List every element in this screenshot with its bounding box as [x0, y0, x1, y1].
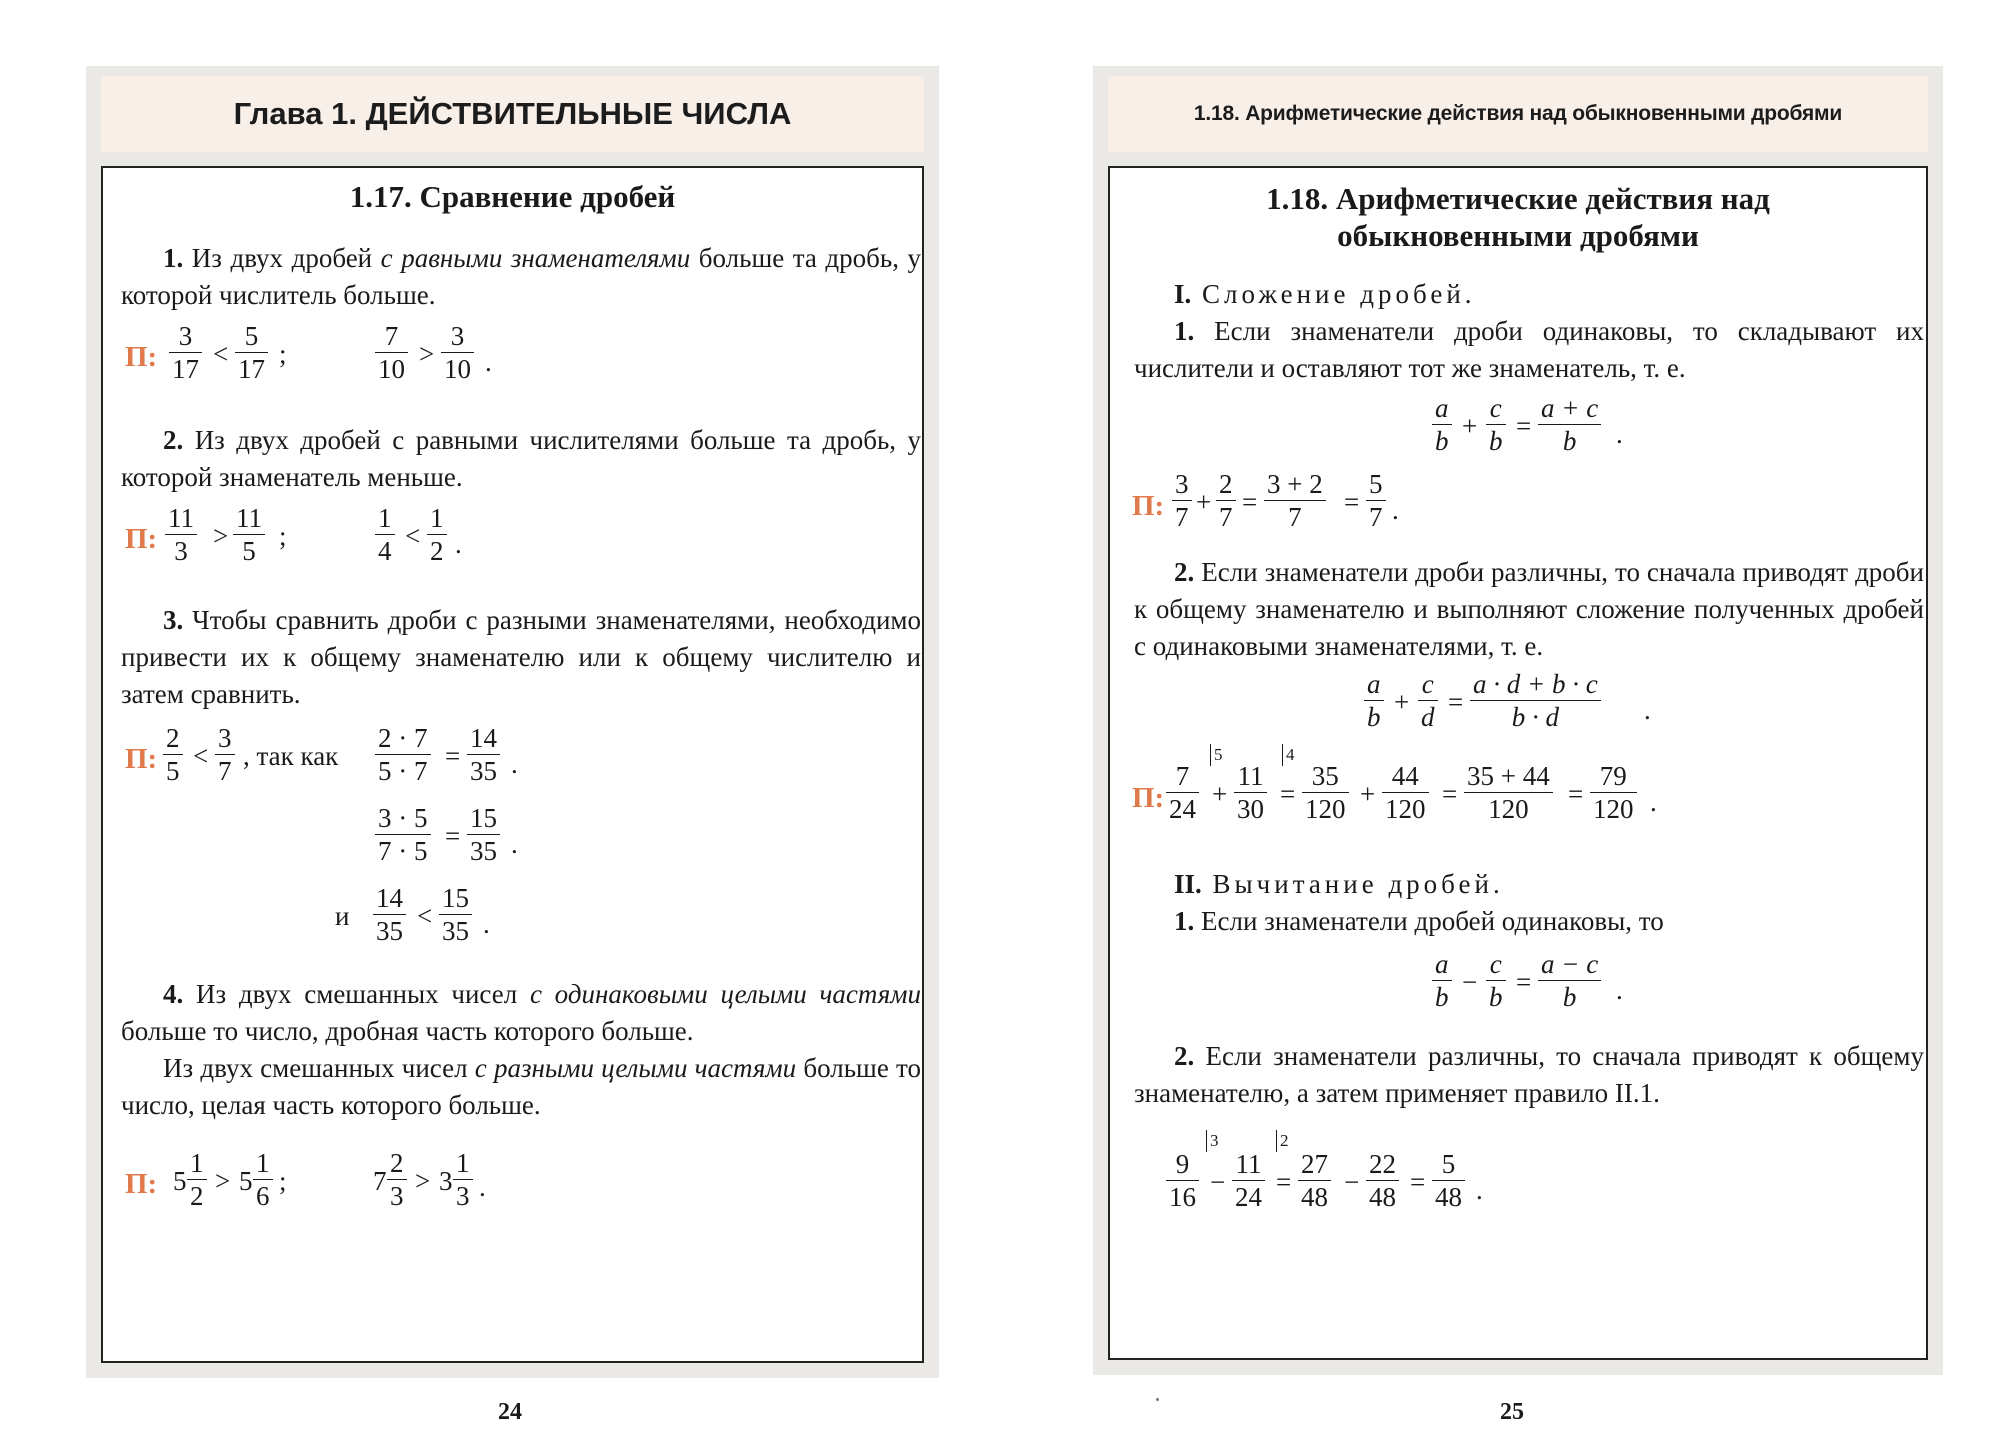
minus: −	[1344, 1167, 1360, 1197]
rule-number: 1.	[1174, 906, 1195, 936]
denominator: b	[1435, 426, 1449, 456]
plus: +	[1212, 779, 1228, 809]
denominator: b	[1489, 426, 1503, 456]
fraction	[169, 320, 202, 385]
fraction	[235, 320, 268, 385]
rule-text: Из двух дробей	[183, 243, 381, 273]
numerator: 44	[1391, 761, 1419, 791]
fraction	[215, 722, 235, 787]
denominator: 7	[218, 756, 232, 786]
formula-fraction	[1432, 948, 1452, 1013]
fraction	[1464, 760, 1553, 825]
denominator: 48	[1435, 1182, 1462, 1212]
numerator: c	[1489, 393, 1502, 423]
fraction	[375, 320, 408, 385]
fraction	[1234, 760, 1267, 825]
equals: =	[1442, 779, 1458, 809]
numerator: 2	[390, 1148, 404, 1178]
minus: −	[1462, 967, 1478, 997]
section-title-line: 1.18. Арифметические действия над	[1266, 181, 1770, 216]
running-head-text: 1.18. Арифметические действия над обыкновенными дробями	[1193, 102, 1843, 125]
numerator: 11	[168, 503, 194, 533]
numerator: 3 + 2	[1267, 469, 1323, 499]
numerator: 3	[1175, 469, 1189, 499]
numerator: 1	[430, 503, 444, 533]
numerator: 7	[1175, 761, 1190, 791]
example-label: П:	[125, 1168, 158, 1200]
numerator: 14	[376, 883, 403, 913]
fraction	[467, 722, 500, 787]
numerator: 3	[178, 321, 193, 351]
numerator: 1	[456, 1148, 470, 1178]
multiplier-mark: 4	[1282, 744, 1295, 766]
formula-fraction	[1486, 392, 1506, 457]
rule-text: Если знаменатели различны, то сначала приводят к общему знаменателю, а затем применяет правило II.1.	[1134, 1041, 1924, 1108]
operator: <	[405, 521, 421, 551]
running-head	[1108, 76, 1928, 152]
numerator: 5	[1369, 469, 1383, 499]
denominator: 48	[1301, 1182, 1328, 1212]
plus: +	[1462, 411, 1478, 441]
addition-rule-2	[1134, 554, 1924, 665]
equals: =	[1448, 687, 1464, 717]
numerator: 3	[218, 723, 232, 753]
denominator: 7	[1219, 502, 1233, 532]
section-heading-text: Вычитание дробей.	[1201, 869, 1504, 899]
fraction	[375, 502, 395, 567]
formula-fraction	[1486, 948, 1506, 1013]
rule-number: 4.	[163, 979, 184, 1009]
fraction	[1432, 1148, 1465, 1213]
multiplier-mark: 3	[1206, 1130, 1219, 1152]
denominator: 7	[1288, 502, 1302, 532]
denominator: 7 · 5	[378, 836, 428, 866]
formula-fraction	[1470, 668, 1601, 733]
fraction	[373, 882, 406, 947]
whole-part: 7	[373, 1166, 387, 1196]
rule-1	[121, 240, 921, 314]
minus: −	[1210, 1167, 1226, 1197]
denominator: 7	[1369, 502, 1383, 532]
numerator: 3 · 5	[378, 803, 428, 833]
page-number-left: 24	[498, 1399, 522, 1425]
equals: =	[1516, 411, 1532, 441]
numerator: 14	[470, 723, 497, 753]
rule-text: Из двух смешанных чисел	[183, 979, 530, 1009]
rule-text: Если знаменатели дроби различны, то сначала приводят дроби к общему знаменателю и выполняют сложение полученных дробей с одинаковыми знаменателями, т. е.	[1134, 557, 1924, 661]
numerator: a	[1367, 669, 1381, 699]
fraction	[1166, 760, 1199, 825]
section-title	[1110, 180, 1926, 254]
fraction	[163, 722, 183, 787]
equals: =	[445, 821, 461, 851]
numerator: 35	[1311, 761, 1339, 791]
fraction	[1366, 1148, 1399, 1213]
rule-text: Если знаменатели дробей одинаковы, то	[1194, 906, 1664, 936]
numerator: 27	[1301, 1149, 1328, 1179]
subtraction-rule-1	[1134, 903, 1924, 940]
numerator: 35 + 44	[1467, 761, 1550, 791]
rule-emphasis: с разными целыми частями	[474, 1053, 797, 1083]
fraction	[1590, 760, 1637, 825]
fraction	[441, 320, 474, 385]
section-heading	[1134, 276, 1924, 313]
content-frame	[101, 166, 924, 1363]
rule-3	[121, 602, 921, 713]
plus: +	[1196, 487, 1212, 517]
rule-number: 2.	[1174, 1041, 1195, 1071]
example-label: П:	[125, 743, 158, 775]
equals: =	[1344, 487, 1360, 517]
numerator: c	[1489, 949, 1502, 979]
separator: ;	[279, 339, 287, 369]
denominator: 5	[242, 536, 256, 566]
rule-4	[121, 976, 921, 1050]
running-head-text: Глава 1. ДЕЙСТВИТЕЛЬНЫЕ ЧИСЛА	[233, 96, 792, 131]
whole-part: 3	[439, 1166, 453, 1196]
numerator: a − c	[1541, 949, 1599, 979]
denominator: 17	[172, 354, 199, 384]
equals: =	[1410, 1167, 1426, 1197]
period: .	[483, 909, 490, 939]
fraction	[1298, 1148, 1331, 1213]
period: .	[511, 749, 518, 779]
numerator: a	[1435, 393, 1449, 423]
numerator: 79	[1599, 761, 1627, 791]
denominator: 2	[190, 1181, 204, 1211]
denominator: 3	[390, 1181, 404, 1211]
period: .	[1392, 495, 1399, 525]
period: .	[511, 829, 518, 859]
plus: +	[1394, 687, 1410, 717]
numerator: 2 · 7	[378, 723, 428, 753]
rule-text: Чтобы сравнить дроби с разными знаменателями, необходимо привести их к общему знаменателю или к общему числителю и затем сравнить.	[121, 605, 921, 709]
rule-number: 2.	[1174, 557, 1195, 587]
denominator: 120	[1305, 794, 1346, 824]
denominator: 17	[238, 354, 265, 384]
rule-text: Из двух смешанных чисел	[163, 1053, 475, 1083]
numerator: a	[1435, 949, 1449, 979]
denominator: b	[1435, 982, 1449, 1012]
denominator: b	[1562, 426, 1577, 456]
rule-text: Из двух дробей с равными числителями больше та дробь, у которой знаменатель меньше.	[121, 425, 921, 492]
period: .	[1476, 1175, 1483, 1205]
denominator: 24	[1235, 1182, 1262, 1212]
fraction	[1264, 468, 1326, 533]
numerator: 3	[450, 321, 465, 351]
running-head	[101, 76, 924, 152]
section-heading-text: Сложение дробей.	[1191, 279, 1476, 309]
numerator: 2	[166, 723, 180, 753]
denominator: 35	[470, 756, 497, 786]
numerator: 7	[384, 321, 399, 351]
numerator: 22	[1369, 1149, 1396, 1179]
numerator: 11	[1235, 1149, 1262, 1179]
whole-part: 5	[173, 1166, 187, 1196]
subtraction-rule-2	[1134, 1038, 1924, 1112]
numerator: a + c	[1541, 393, 1599, 423]
period: .	[455, 529, 462, 559]
denominator: 2	[430, 536, 444, 566]
fraction	[233, 502, 265, 567]
rule-4-continued	[121, 1050, 921, 1124]
denominator: 10	[378, 354, 405, 384]
scan-speck	[1156, 1398, 1159, 1401]
fraction	[1216, 468, 1236, 533]
denominator: d	[1421, 702, 1435, 732]
rule-text: Если знаменатели дроби одинаковы, то складывают их числители и оставляют тот же знаменатель, т. е.	[1134, 316, 1924, 383]
formula-fraction	[1418, 668, 1438, 733]
fraction	[375, 722, 431, 787]
denominator: 5 · 7	[378, 756, 428, 786]
fraction	[1382, 760, 1429, 825]
fraction	[439, 882, 472, 947]
denominator: 35	[470, 836, 497, 866]
operator: <	[213, 339, 229, 369]
period: .	[485, 347, 492, 377]
rule-text: больше та дробь, у которой числитель больше.	[121, 243, 921, 310]
denominator: 30	[1237, 794, 1264, 824]
rule-text: больше то число, дробная часть которого больше.	[121, 1016, 694, 1046]
section-title-line: обыкновенными дробями	[1337, 218, 1699, 253]
denominator: 35	[442, 916, 469, 946]
section-heading	[1134, 866, 1924, 903]
numerator: 1	[190, 1148, 204, 1178]
denominator: 3	[174, 536, 188, 566]
formula-fraction	[1432, 392, 1452, 457]
rule-text: больше то число, целая часть которого больше.	[121, 1053, 921, 1120]
formula-fraction	[1364, 668, 1384, 733]
denominator: 6	[256, 1181, 270, 1211]
operator: >	[215, 1166, 231, 1196]
denominator: 24	[1169, 794, 1196, 824]
example-label: П:	[1132, 782, 1165, 814]
rule-number: 1.	[163, 243, 184, 273]
denominator: 10	[444, 354, 471, 384]
rule-number: 2.	[163, 425, 184, 455]
operator: >	[213, 521, 229, 551]
section-number: I.	[1174, 279, 1192, 309]
operator: <	[193, 741, 209, 771]
formula-fraction	[1538, 392, 1601, 457]
equals: =	[445, 741, 461, 771]
addition-rule-1	[1134, 313, 1924, 387]
numerator: 5	[244, 321, 259, 351]
section-number: II.	[1174, 869, 1202, 899]
fraction	[1232, 1148, 1265, 1213]
fraction	[1366, 468, 1386, 533]
fraction	[467, 802, 500, 867]
numerator: 1	[256, 1148, 270, 1178]
numerator: 15	[442, 883, 469, 913]
rule-number: 1.	[1174, 316, 1195, 346]
fraction	[387, 1147, 407, 1212]
period: .	[1644, 695, 1651, 725]
operator: >	[419, 339, 435, 369]
denominator: 120	[1593, 794, 1634, 824]
denominator: b	[1489, 982, 1503, 1012]
fraction	[453, 1147, 473, 1212]
separator: ;	[279, 1166, 287, 1196]
example-label: П:	[125, 341, 158, 373]
numerator: 9	[1175, 1149, 1190, 1179]
rule-emphasis: с равными знаменателями	[380, 243, 691, 273]
operator: >	[415, 1166, 431, 1196]
fraction	[253, 1147, 273, 1212]
denominator: 120	[1385, 794, 1426, 824]
rule-2	[121, 422, 921, 496]
conjunction-and: и	[335, 901, 350, 931]
fraction	[375, 802, 431, 867]
denominator: 4	[378, 536, 392, 566]
denominator: 16	[1169, 1182, 1196, 1212]
denominator: 35	[376, 916, 403, 946]
numerator: a · d + b · c	[1473, 669, 1598, 699]
formula-fraction	[1538, 948, 1601, 1013]
denominator: 48	[1369, 1182, 1396, 1212]
denominator: b · d	[1511, 702, 1559, 732]
equals: =	[1280, 779, 1296, 809]
fraction	[1302, 760, 1349, 825]
page-number-right: 25	[1500, 1399, 1524, 1425]
numerator: c	[1421, 669, 1434, 699]
equals: =	[1276, 1167, 1292, 1197]
example-label: П:	[125, 523, 158, 555]
period: .	[1616, 975, 1623, 1005]
equals: =	[1568, 779, 1584, 809]
equals: =	[1516, 967, 1532, 997]
period: .	[1650, 787, 1657, 817]
multiplier-mark: 5	[1210, 744, 1223, 766]
whole-part: 5	[239, 1166, 253, 1196]
equals: =	[1242, 487, 1258, 517]
separator: ;	[279, 521, 287, 551]
left-page	[86, 66, 939, 1378]
right-page	[1093, 66, 1943, 1375]
fraction	[1166, 1148, 1199, 1213]
content-frame	[1108, 166, 1928, 1360]
fraction	[187, 1147, 207, 1212]
denominator: b	[1367, 702, 1381, 732]
rule-emphasis: с одинаковыми целыми частями	[529, 979, 921, 1009]
numerator: 11	[236, 503, 262, 533]
numerator: 1	[378, 503, 392, 533]
operator: <	[417, 901, 433, 931]
fraction	[427, 502, 447, 567]
denominator: 120	[1488, 794, 1529, 824]
fraction	[1172, 468, 1192, 533]
plus: +	[1360, 779, 1376, 809]
denominator: b	[1562, 982, 1577, 1012]
denominator: 7	[1175, 502, 1189, 532]
period: .	[479, 1172, 486, 1202]
numerator: 2	[1219, 469, 1233, 499]
numerator: 15	[470, 803, 497, 833]
numerator: 11	[1237, 761, 1264, 791]
denominator: 5	[166, 756, 180, 786]
fraction	[165, 502, 197, 567]
conjunction-text: , так как	[243, 741, 339, 771]
numerator: 5	[1441, 1149, 1456, 1179]
section-title: 1.17. Сравнение дробей	[349, 179, 676, 214]
example-label: П:	[1132, 490, 1165, 522]
rule-number: 3.	[163, 605, 184, 635]
denominator: 3	[456, 1181, 470, 1211]
multiplier-mark: 2	[1276, 1130, 1289, 1152]
period: .	[1616, 419, 1623, 449]
